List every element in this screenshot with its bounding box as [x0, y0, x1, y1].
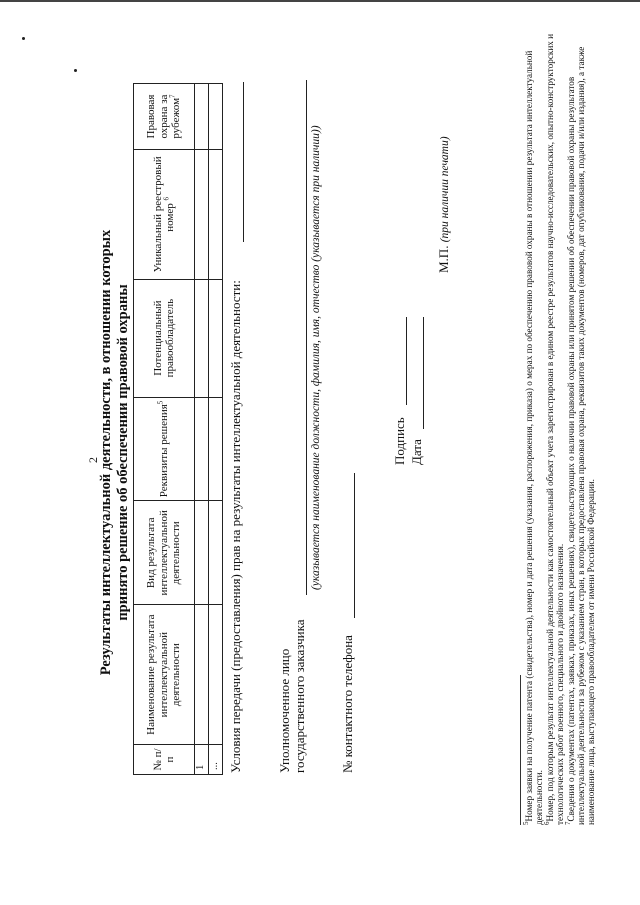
table-cell: 1 [195, 745, 209, 775]
title-line-1: Результаты интеллектуальной деятельности, в отношении которых [98, 229, 114, 676]
date-fill-line [423, 317, 424, 429]
conditions-fill-line [243, 82, 244, 242]
stamp-hint: (при наличии печати) [439, 136, 451, 243]
contact-phone-fill-line [354, 473, 355, 618]
signature-label: Подпись [392, 417, 407, 465]
table-cell [195, 605, 209, 745]
column-header: Правовая охрана за рубежом$^7$ [134, 84, 195, 150]
results-table [133, 83, 223, 775]
authorized-fill-line [306, 80, 307, 595]
table-cell [209, 150, 223, 280]
column-header: № п/п [134, 745, 195, 775]
stamp-label: М.П. [436, 245, 451, 273]
table-row [195, 84, 209, 775]
table-cell [209, 501, 223, 605]
table-cell [195, 84, 209, 150]
footnote-5: $^5$Номер заявки на получение патента (свидетельства), номер и дата решения (указания, распоряжения, приказа) о мерах по обеспечению правовой охраны в отношении результата интеллектуальной деятельности. [521, 50, 545, 825]
authorized-person-label [277, 619, 307, 773]
authorized-hint: (указывается наименование должности, фамилия, имя, отчество (указывается при наличии)) [310, 125, 322, 590]
page-number: 2 [86, 457, 100, 463]
table-cell [195, 501, 209, 605]
authorized-line-1: Уполномоченное лицо [277, 648, 292, 773]
contact-phone-label: № контактного телефона [340, 635, 355, 773]
column-header: Уникальный реестровый номер $^6$ [134, 150, 195, 280]
conditions-label: Условия передачи (предоставления) прав на результаты интеллектуальной деятельности: [228, 280, 243, 773]
table-cell [195, 150, 209, 280]
table-cell [209, 397, 223, 501]
footnote-7: $^7$Сведения о документах (патентах, заявках, приказах, иных решениях), свидетельствующих о наличии правовой охраны или принятом решении об обеспечении правовой охраны результатов интеллектуальной деятельности за рубежом с указанием стран, в которых предоставлена правовая охрана, реквизитов таких документов (номеров, дат опубликования, подачи и/или издания), а также наименование лица, выступающего правообладателем от имени Российской Федерации. [563, 46, 597, 825]
table-cell [209, 84, 223, 150]
date-label: Дата [409, 439, 424, 465]
authorized-line-2: государственного заказчика [292, 619, 307, 773]
section-title [98, 180, 132, 725]
table-cell [195, 279, 209, 397]
table-header-row [134, 84, 195, 775]
column-header: Потенциальный правообладатель [134, 279, 195, 397]
table-cell [195, 397, 209, 501]
table-cell: ... [209, 745, 223, 775]
table-row [209, 84, 223, 775]
table-cell [209, 605, 223, 745]
column-header: Реквизиты решения$^5$ [134, 397, 195, 501]
column-header: Наименование результата интеллектуальной деятельности [134, 605, 195, 745]
footnote-separator [520, 675, 521, 825]
signature-fill-line [406, 317, 407, 405]
column-header: Вид результата интеллектуальной деятельности [134, 501, 195, 605]
stamp-place [436, 136, 452, 273]
footnote-6: $^6$Номер, под которым результат интеллектуальной деятельности как самостоятельный объект учета зарегистрирован в едином реестре результатов научно-исследовательских, опытно-конструкторских и технологических работ военного, специального и двойного назначения. [542, 33, 566, 825]
title-line-2: принято решение об обеспечении правовой охраны [115, 284, 131, 621]
table-cell [209, 279, 223, 397]
